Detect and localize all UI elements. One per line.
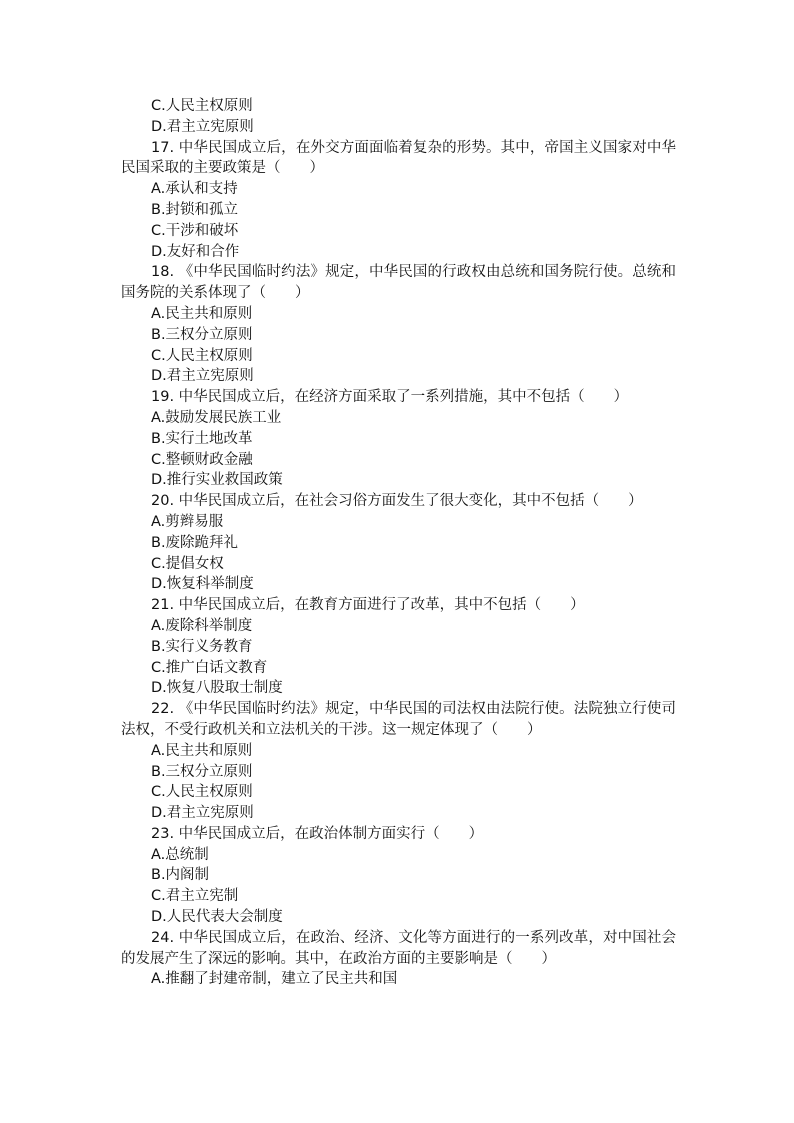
- question-20-option-a: A.剪辫易服: [151, 513, 224, 530]
- question-19-option-c: C.整顿财政金融: [151, 451, 253, 468]
- question-21-option-c: C.推广白话文教育: [151, 659, 268, 676]
- option-d: D.君主立宪原则: [151, 118, 254, 135]
- question-17-option-c: C.干涉和破坏: [151, 222, 239, 239]
- question-18-option-d: D.君主立宪原则: [151, 368, 254, 385]
- question-21-option-b: B.实行义务教育: [151, 638, 253, 655]
- question-22-option-d: D.君主立宪原则: [151, 805, 254, 822]
- question-20-option-c: C.提倡女权: [151, 555, 224, 572]
- question-19-option-a: A.鼓励发展民族工业: [151, 409, 282, 426]
- question-list: [121, 96, 676, 990]
- question-24-stem: 24. 中华民国成立后，在政治、经济、文化等方面进行的一系列改革，对中国社会的发展产生了深远的影响。其中，在政治方面的主要影响是（ ）: [121, 929, 676, 967]
- question-23-stem: 23. 中华民国成立后，在政治体制方面实行（ ）: [151, 825, 484, 842]
- question-18-option-a: A.民主共和原则: [151, 305, 253, 322]
- question-19-stem: 19. 中华民国成立后，在经济方面采取了一系列措施，其中不包括（ ）: [151, 389, 629, 406]
- question-18-option-c: C.人民主权原则: [151, 347, 253, 364]
- question-23-option-a: A.总统制: [151, 846, 209, 863]
- option-c: C.人民主权原则: [151, 98, 253, 114]
- question-21-option-a: A.废除科举制度: [151, 617, 253, 634]
- question-23-option-c: C.君主立宪制: [151, 888, 239, 905]
- question-21-stem: 21. 中华民国成立后，在教育方面进行了改革，其中不包括（ ）: [151, 597, 585, 614]
- question-20-option-d: D.恢复科举制度: [151, 576, 254, 593]
- question-22-option-a: A.民主共和原则: [151, 742, 253, 759]
- question-23-option-b: B.内阁制: [151, 867, 210, 884]
- question-22-option-b: B.三权分立原则: [151, 763, 253, 780]
- question-24-option-a: A.推翻了封建帝制，建立了民主共和国: [151, 971, 398, 988]
- question-22-option-c: C.人民主权原则: [151, 784, 253, 801]
- question-18-option-b: B.三权分立原则: [151, 326, 253, 343]
- question-21-option-d: D.恢复八股取士制度: [151, 680, 283, 697]
- question-17-option-d: D.友好和合作: [151, 243, 240, 260]
- question-22-stem: 22. 《中华民国临时约法》规定，中华民国的司法权由法院行使。法院独立行使司法权，不受行政机关和立法机关的干涉。这一规定体现了（ ）: [121, 701, 676, 738]
- question-17-option-b: B.封锁和孤立: [151, 201, 239, 218]
- question-23-option-d: D.人民代表大会制度: [151, 909, 283, 926]
- question-20-stem: 20. 中华民国成立后，在社会习俗方面发生了很大变化，其中不包括（ ）: [151, 493, 643, 510]
- question-19-option-b: B.实行土地改革: [151, 430, 253, 447]
- question-19-option-d: D.推行实业救国政策: [151, 472, 283, 489]
- question-20-option-b: B.废除跪拜礼: [151, 534, 239, 551]
- question-17-option-a: A.承认和支持: [151, 181, 238, 198]
- question-18-stem: 18. 《中华民国临时约法》规定，中华民国的行政权由总统和国务院行使。总统和国务院的关系体现了（ ）: [121, 264, 676, 302]
- question-17-stem: 17. 中华民国成立后，在外交方面面临着复杂的形势。其中，帝国主义国家对中华民国采取的主要政策是（ ）: [121, 139, 676, 177]
